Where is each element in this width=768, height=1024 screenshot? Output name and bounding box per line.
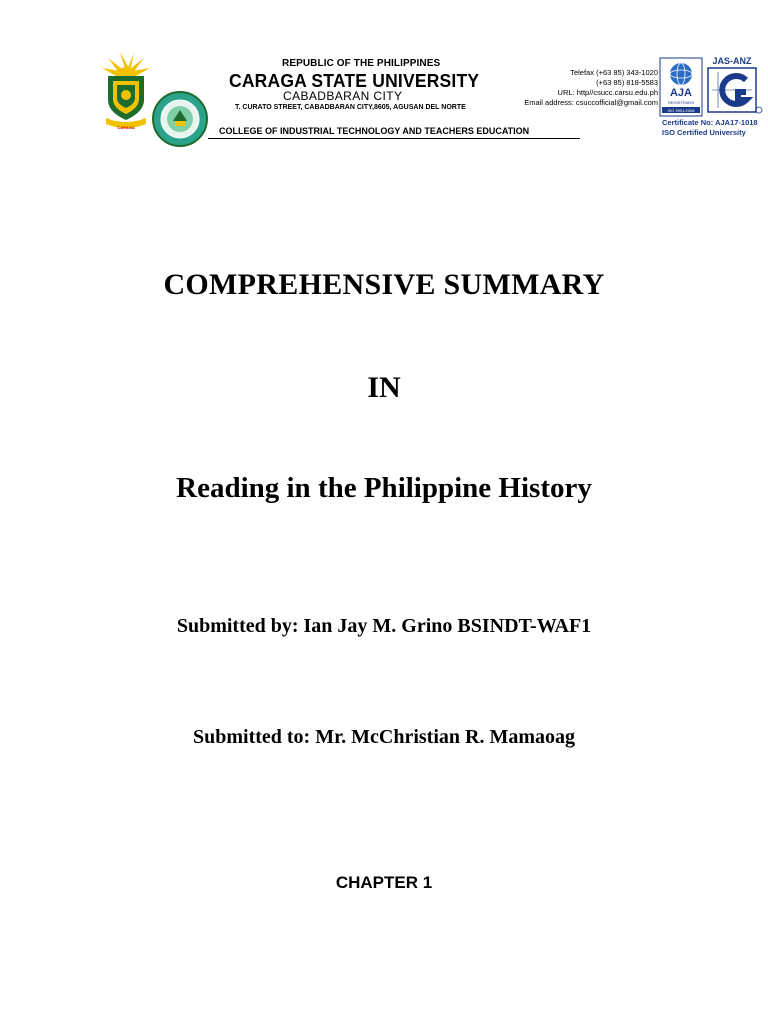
title-connector: IN xyxy=(367,371,401,404)
svg-text:CARAGA: CARAGA xyxy=(117,125,135,130)
csu-logo xyxy=(100,50,152,134)
jas-anz-badge xyxy=(708,56,762,113)
iso-certified-label: ISO Certified University xyxy=(662,128,746,137)
letterhead xyxy=(96,46,766,146)
svg-text:REGISTRARS: REGISTRARS xyxy=(667,100,695,105)
contact-info xyxy=(508,68,658,108)
college-seal-logo xyxy=(151,90,209,148)
street-address: T. CURATO STREET, CABADBARAN CITY,8605, AGUSAN DEL NORTE xyxy=(235,104,466,111)
submitted-by-line: Submitted by: Ian Jay M. Grino BSINDT-WAF1 xyxy=(176,615,592,637)
university-name: CARAGA STATE UNIVERSITY xyxy=(229,70,480,91)
telefax-line: Telefax (+63 85) 343-1020 xyxy=(570,68,658,77)
certificate-number: Certificate No: AJA17-1018 xyxy=(662,118,758,127)
aja-badge xyxy=(660,58,702,116)
submitted-to-line: Submitted to: Mr. McChristian R. Mamaoag xyxy=(192,726,575,748)
svg-text:JAS-ANZ: JAS-ANZ xyxy=(712,56,752,66)
republic-heading: REPUBLIC OF THE PHILIPPINES xyxy=(282,58,441,69)
document-title: COMPREHENSIVE SUMMARY xyxy=(163,268,605,301)
subject-title: Reading in the Philippine History xyxy=(176,472,592,504)
chapter-heading: CHAPTER 1 xyxy=(335,873,433,892)
city-name: CABADBARAN CITY xyxy=(283,89,403,103)
college-underline xyxy=(208,138,580,139)
url-line: URL: http//csucc.carsu.edu.ph xyxy=(557,88,658,97)
email-line: Email address: csuccofficial@gmail.com xyxy=(524,98,658,107)
svg-text:ISO 9001:2008: ISO 9001:2008 xyxy=(667,108,695,113)
college-name: COLLEGE OF INDUSTRIAL TECHNOLOGY AND TEACHERS EDUCATION xyxy=(219,126,530,136)
telefax-line-2: (+63 85) 818-5583 xyxy=(596,78,658,87)
svg-text:AJA: AJA xyxy=(669,87,693,99)
